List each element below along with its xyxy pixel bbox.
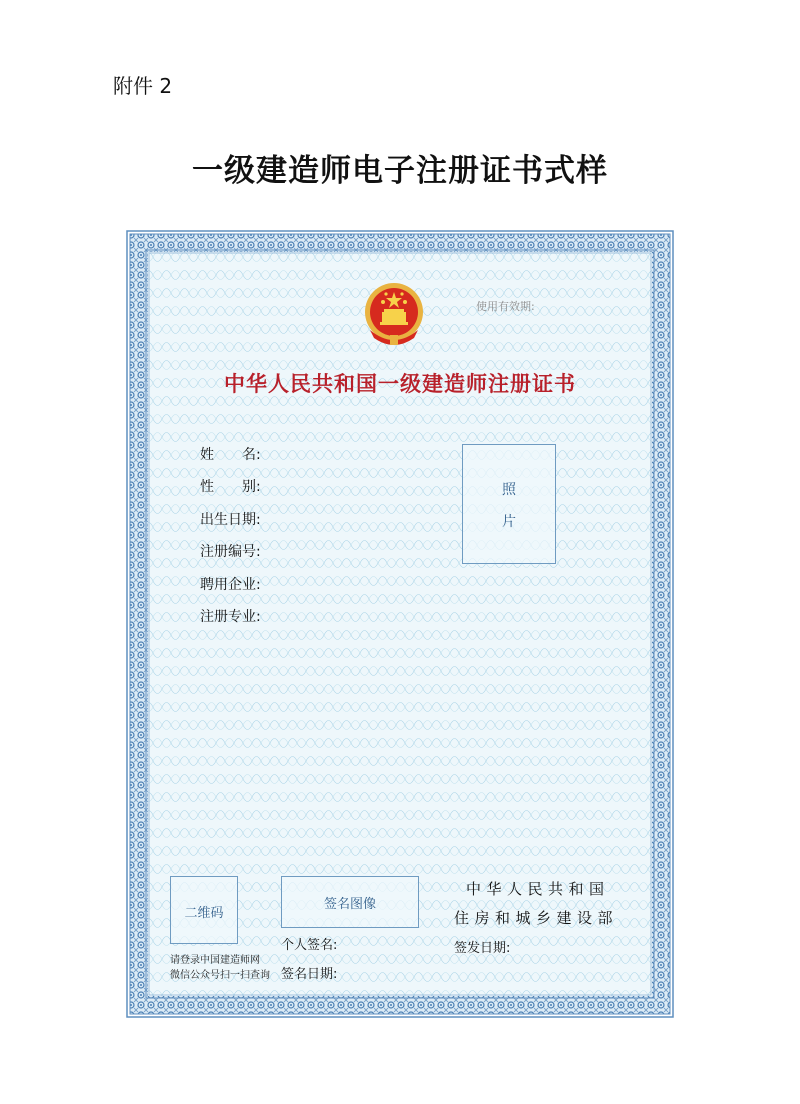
photo-label-1: 照 bbox=[502, 482, 516, 498]
issuer-line-2: 住房和城乡建设部 bbox=[454, 909, 619, 927]
issue-date-label: 签发日期: bbox=[454, 941, 511, 956]
qr-label: 二维码 bbox=[184, 906, 224, 921]
qr-note-1: 请登录中国建造师网 bbox=[170, 955, 260, 966]
validity-label: 使用有效期: bbox=[476, 300, 535, 313]
qr-code-placeholder bbox=[170, 876, 238, 944]
attachment-label: 附件 2 bbox=[113, 74, 173, 98]
field-label: 注册专业: bbox=[200, 609, 261, 625]
certificate bbox=[126, 230, 674, 1018]
issuer-line-1: 中华人民共和国 bbox=[466, 880, 610, 898]
photo-placeholder bbox=[462, 444, 556, 564]
field-label: 注册编号: bbox=[200, 544, 261, 560]
photo-label-2: 片 bbox=[502, 514, 516, 530]
field-birth-date bbox=[200, 509, 261, 529]
qr-note-2: 微信公众号扫一扫查询 bbox=[170, 970, 270, 981]
certificate-title: 中华人民共和国一级建造师注册证书 bbox=[224, 372, 576, 396]
field-specialty bbox=[200, 606, 261, 626]
field-employer bbox=[200, 574, 261, 594]
field-label: 性 别: bbox=[200, 479, 261, 495]
signature-image-placeholder bbox=[281, 876, 419, 928]
field-gender bbox=[200, 476, 261, 496]
document-title: 一级建造师电子注册证书式样 bbox=[192, 153, 608, 189]
personal-signature-label: 个人签名: bbox=[281, 938, 338, 953]
signature-date-label: 签名日期: bbox=[281, 967, 338, 982]
field-registration-number bbox=[200, 541, 261, 561]
field-label: 聘用企业: bbox=[200, 577, 261, 593]
national-emblem-icon bbox=[362, 280, 426, 352]
field-label: 出生日期: bbox=[200, 512, 261, 528]
signature-image-label: 签名图像 bbox=[323, 897, 376, 912]
field-label: 姓 名: bbox=[200, 447, 261, 463]
field-name bbox=[200, 444, 261, 464]
